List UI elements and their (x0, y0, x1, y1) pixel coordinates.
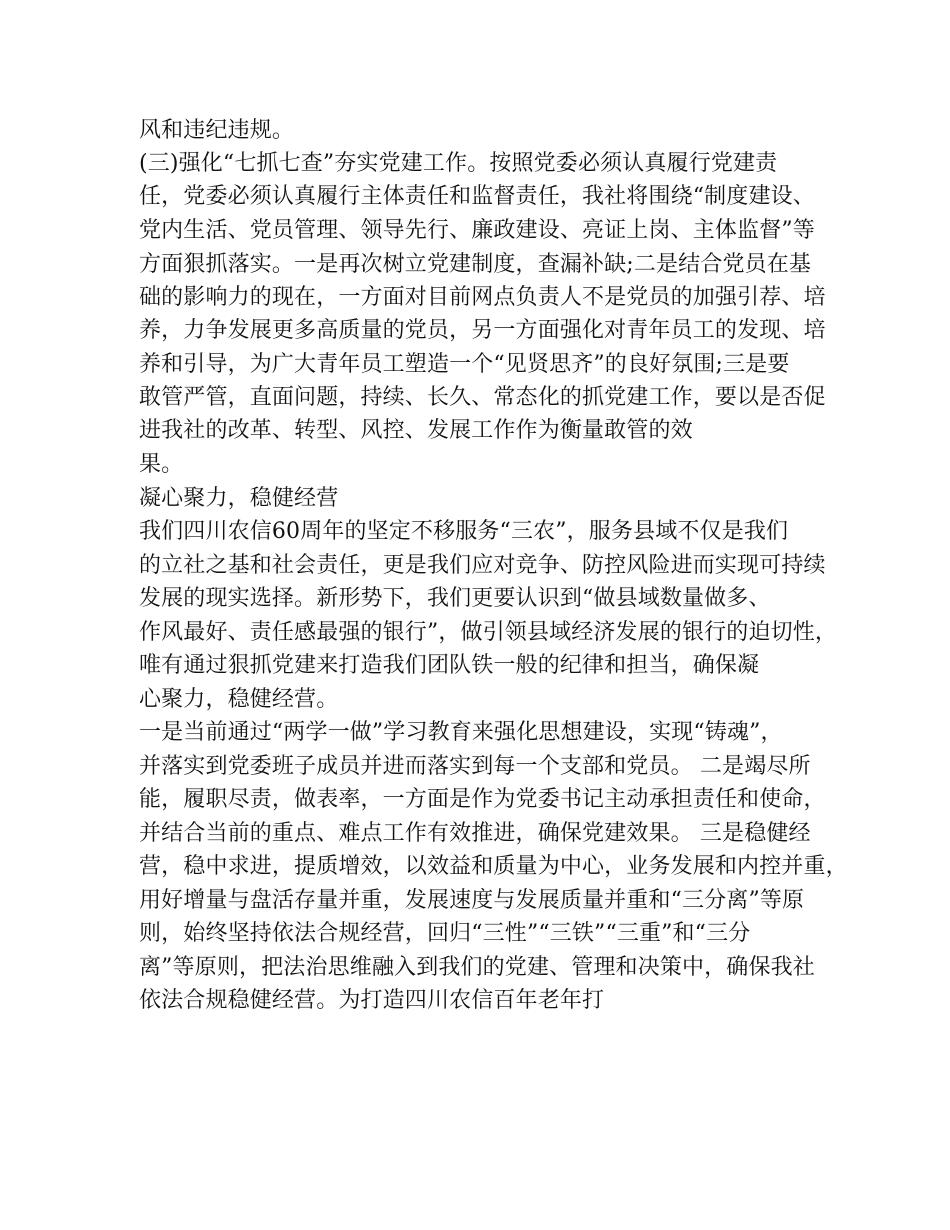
text-line-17: 唯有通过狠抓党建来打造我们团队铁一般的纪律和担当，确保凝 (139, 653, 760, 678)
text-line-13: 我们四川农信60周年的坚定不移服务“三农”，服务县域不仅是我们 (139, 519, 789, 544)
text-line-5: 方面狠抓落实。一是再次树立党建制度，查漏补缺;二是结合党员在基 (139, 252, 812, 277)
section-heading: 凝心聚力，稳健经营 (139, 486, 339, 511)
text-line-18: 心聚力，稳健经营。 (139, 687, 339, 712)
text-line-2: (三)强化“七抓七查”夯实党建工作。按照党委必须认真履行党建责 (139, 151, 778, 176)
text-line-19: 一是当前通过“两学一做”学习教育来强化思想建设，实现“铸魂”， (139, 720, 783, 745)
text-line-4: 党内生活、党员管理、领导先行、廉政建设、亮证上岗、主体监督”等 (139, 218, 815, 243)
text-line-23: 营，稳中求进，提质增效，以效益和质量为中心，业务发展和内控并重， (139, 854, 848, 879)
text-line-1: 风和违纪违规。 (139, 118, 295, 143)
text-line-6: 础的影响力的现在，一方面对目前网点负责人不是党员的加强引荐、培 (139, 285, 826, 310)
text-line-7: 养，力争发展更多高质量的党员，另一方面强化对青年员工的发现、培 (139, 318, 826, 343)
text-line-9: 敢管严管，直面问题，持续、长久、常态化的抓党建工作，要以是否促 (139, 385, 826, 410)
text-line-10: 进我社的改革、转型、风控、发展工作作为衡量敢管的效 (139, 418, 693, 443)
text-line-8: 养和引导，为广大青年员工塑造一个“见贤思齐”的良好氛围;三是要 (139, 352, 790, 377)
text-line-26: 离”等原则，把法治思维融入到我们的党建、管理和决策中，确保我社 (139, 955, 815, 980)
text-line-21: 能，履职尽责，做表率，一方面是作为党委书记主动承担责任和使命， (139, 787, 826, 812)
text-line-15: 发展的现实选择。新形势下，我们更要认识到“做县域数量做多、 (139, 586, 771, 611)
text-line-14: 的立社之基和社会责任，更是我们应对竞争、防控风险进而实现可持续 (139, 553, 826, 578)
text-line-11: 果。 (139, 452, 184, 477)
text-line-22: 并结合当前的重点、难点工作有效推进，确保党建效果。 三是稳健经 (139, 821, 811, 846)
text-line-27: 依法合规稳健经营。为打造四川农信百年老年打 (139, 988, 605, 1013)
text-line-3: 任，党委必须认真履行主体责任和监督责任，我社将围绕“制度建设、 (139, 184, 815, 209)
text-line-24: 用好增量与盘活存量并重，发展速度与发展质量并重和“三分离”等原 (139, 888, 805, 913)
text-line-20: 并落实到党委班子成员并进而落实到每一个支部和党员。 二是竭尽所 (139, 754, 811, 779)
text-line-16: 作风最好、责任感最强的银行”，做引领县域经济发展的银行的迫切性， (139, 620, 838, 645)
text-line-25: 则，始终坚持依法合规经营，回归“三性”“三铁”“三重”和“三分 (139, 921, 751, 946)
